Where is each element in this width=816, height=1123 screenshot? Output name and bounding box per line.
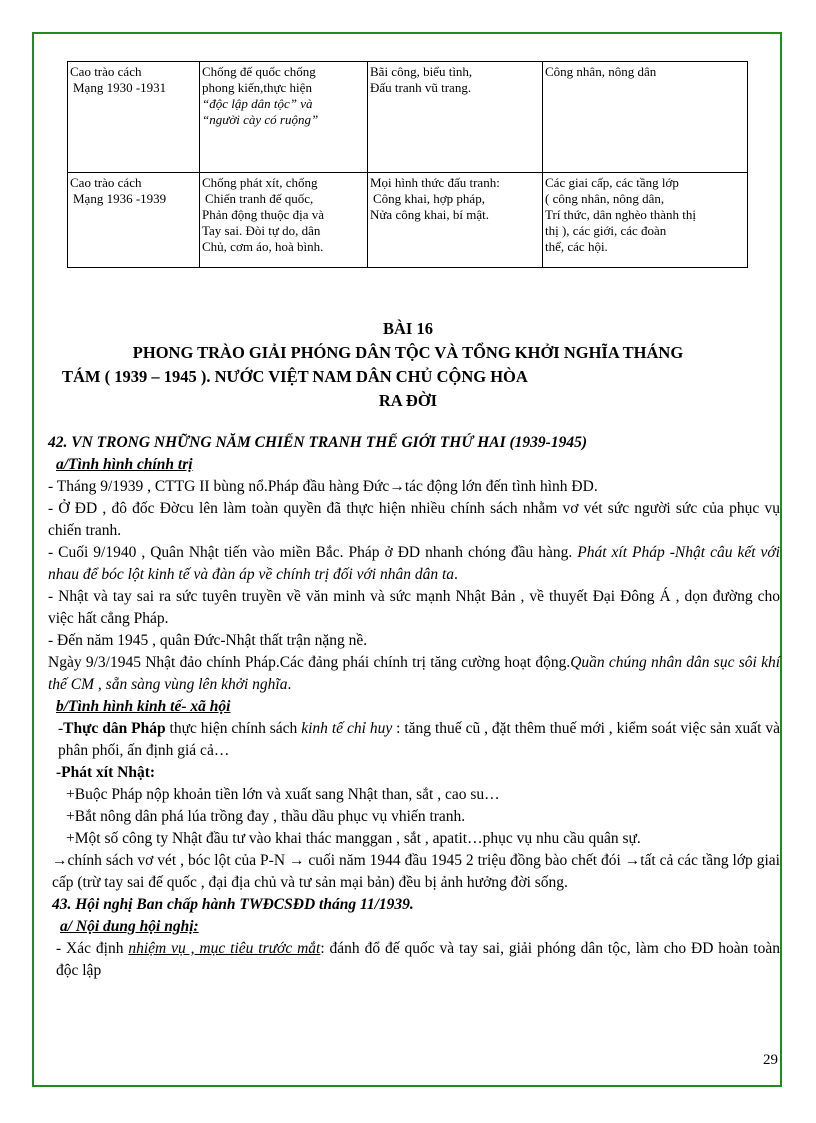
text: kinh tế chỉ huy <box>301 720 393 737</box>
paragraph: - Ở ĐD , đô đốc Đờcu lên làm toàn quyền đã thực hiện nhiều chính sách nhằm vơ vét sức người sức của phục vụ chiến tranh. <box>48 500 780 539</box>
text: Thực dân Pháp <box>63 720 166 737</box>
text: : đánh đổ đế quốc và tay sai, giải phóng dân tộc, làm cho ĐD hoàn toàn độc lập <box>56 940 780 979</box>
paragraph: +Buộc Pháp nộp khoản tiền lớn và xuất sang Nhật than, sắt , cao su… <box>66 786 500 803</box>
text: . <box>287 676 292 693</box>
table-cell-force <box>543 62 748 173</box>
cell-line: Chủ, cơm áo, hoà bình. <box>202 239 324 254</box>
cell-line: thị ), các giới, các đoàn <box>545 223 667 238</box>
table-row <box>68 173 748 268</box>
cell-line: Trí thức, dân nghèo thành thị <box>545 207 696 222</box>
cell-line: phong kiến,thực hiện <box>202 80 312 95</box>
revolution-table <box>67 61 748 268</box>
cell-line: “độc lập dân tộc” và <box>202 96 313 111</box>
subsection-c-heading <box>48 916 780 938</box>
paragraph <box>48 718 780 762</box>
subsection-title: a/ Nội dung hội nghị: <box>60 918 199 935</box>
text: : tăng thuế cũ , đặt thêm thuế mới , kiểm soát việc sản xuất và phân phối, ấn định giá cả… <box>58 720 780 759</box>
cell-line: thể, các hội. <box>545 239 608 254</box>
cell-line: Mạng 1930 -1931 <box>73 80 167 95</box>
text: Quần chúng nhân dân sục sôi khí thế CM , sẵn sàng vùng lên khởi nghĩa <box>48 654 781 693</box>
table-cell-period <box>68 62 200 173</box>
cell-line: Chiến tranh đế quốc, <box>205 191 314 206</box>
content-body <box>48 432 780 982</box>
section-43-heading: 43. Hội nghị Ban chấp hành TWĐCSĐD tháng 11/1939. <box>52 896 414 913</box>
table-cell-method <box>368 173 543 268</box>
paragraph: -Phát xít Nhật: <box>56 764 156 781</box>
paragraph <box>48 476 780 498</box>
cell-line: Công khai, hợp pháp, <box>373 191 485 206</box>
cell-line: Tay sai. Đòi tự do, dân <box>202 223 321 238</box>
text: chính sách vơ vét , bóc lột của P-N <box>67 852 289 869</box>
text: Ngày 9/3/1945 Nhật đảo chính Pháp.Các đảng phái chính trị tăng cường hoạt động. <box>48 654 571 671</box>
cell-line: ( công nhân, nông dân, <box>545 191 665 206</box>
cell-line: “người cày có ruộng” <box>202 112 319 127</box>
cell-line: Chống đế quốc chống <box>202 64 316 79</box>
subsection-b-heading <box>48 696 780 718</box>
paragraph: - Nhật và tay sai ra sức tuyên truyền về văn minh và sức mạnh Nhật Bản , về thuyết Đại Đông Á , dọn đường cho việc hất cẳng Pháp. <box>48 588 780 627</box>
paragraph: +Một số công ty Nhật đầu tư vào khai thác manggan , sắt , apatit…phục vụ nhu cầu quân sự. <box>66 830 641 847</box>
paragraph <box>48 542 780 586</box>
cell-line: Mạng 1936 -1939 <box>73 191 167 206</box>
paragraph <box>48 652 780 696</box>
text: thực hiện chính sách <box>165 720 302 737</box>
table-cell-force <box>543 173 748 268</box>
text: nhiệm vụ , mục tiêu trước mắt <box>128 940 321 957</box>
subsection-title: b/Tình hình kinh tế- xã hội <box>56 698 231 715</box>
page-number: 29 <box>763 1052 778 1068</box>
arrow-icon: → <box>389 478 405 495</box>
table-cell-goal <box>200 173 368 268</box>
subsection-a-heading <box>48 454 780 476</box>
cell-line: Mọi hình thức đấu tranh: <box>370 175 500 190</box>
paragraph: +Bắt nông dân phá lúa trồng đay , thầu dầu phục vụ vhiến tranh. <box>66 808 466 825</box>
text: - Xác định <box>56 940 129 957</box>
text: Phát xít Pháp -Nhật câu kết với nhau để bóc lột kinh tế và đàn áp về chính trị đối với nhân dân ta <box>48 544 780 583</box>
text: . <box>454 566 458 583</box>
text: - Cuối 9/1940 , Quân Nhật tiến vào miền Bắc. Pháp ở ĐD nhanh chóng đầu hàng. <box>48 544 578 561</box>
paragraph <box>48 938 780 982</box>
text: tất cả các tầng lớp giai cấp (trừ tay sai đế quốc , đại địa chủ và tư sản mại bản) đều bị ảnh hưởng đời sống. <box>52 852 780 891</box>
cell-line: Đấu tranh vũ trang. <box>370 80 472 95</box>
table-cell-goal <box>200 62 368 173</box>
lesson-title-line3: RA ĐỜI <box>378 391 438 410</box>
table-row <box>68 62 748 173</box>
lesson-number: BÀI 16 <box>383 319 433 338</box>
table-cell-method <box>368 62 543 173</box>
cell-line: Nửa công khai, bí mật. <box>370 207 489 222</box>
paragraph <box>48 850 780 894</box>
cell-line: Các giai cấp, các tầng lớp <box>545 175 679 190</box>
cell-line: Phản động thuộc địa và <box>202 207 325 222</box>
table-cell-period <box>68 173 200 268</box>
arrow-icon: → <box>288 852 305 869</box>
paragraph: - Đến năm 1945 , quân Đức-Nhật thất trận nặng nề. <box>48 632 368 649</box>
lesson-title-line1: PHONG TRÀO GIẢI PHÓNG DÂN TỘC VÀ TỔNG KHỞI NGHĨA THÁNG <box>132 343 684 362</box>
text: - <box>58 720 64 737</box>
cell-line: Cao trào cách <box>70 64 142 79</box>
cell-line: Công nhân, nông dân <box>545 64 657 79</box>
lesson-title-line2: TÁM ( 1939 – 1945 ). NƯỚC VIỆT NAM DÂN CHỦ CỘNG HÒA <box>62 367 528 386</box>
subsection-title: a/Tình hình chính trị <box>56 456 193 473</box>
text: tác động lớn đến tình hình ĐD. <box>404 478 598 495</box>
text: - Tháng 9/1939 , CTTG II bùng nổ.Pháp đầu hàng Đức <box>48 478 390 495</box>
cell-line: Cao trào cách <box>70 175 142 190</box>
section-42-heading: 42. VN TRONG NHỮNG NĂM CHIẾN TRANH THẾ GIỚI THỨ HAI (1939-1945) <box>48 434 587 451</box>
arrow-icon: → <box>52 852 68 869</box>
arrow-icon: → <box>624 852 641 869</box>
cell-line: Bãi công, biểu tình, <box>370 64 473 79</box>
cell-line: Chống phát xít, chống <box>202 175 318 190</box>
text: cuối năm 1944 đầu 1945 2 triệu đồng bào chết đói <box>304 852 625 869</box>
